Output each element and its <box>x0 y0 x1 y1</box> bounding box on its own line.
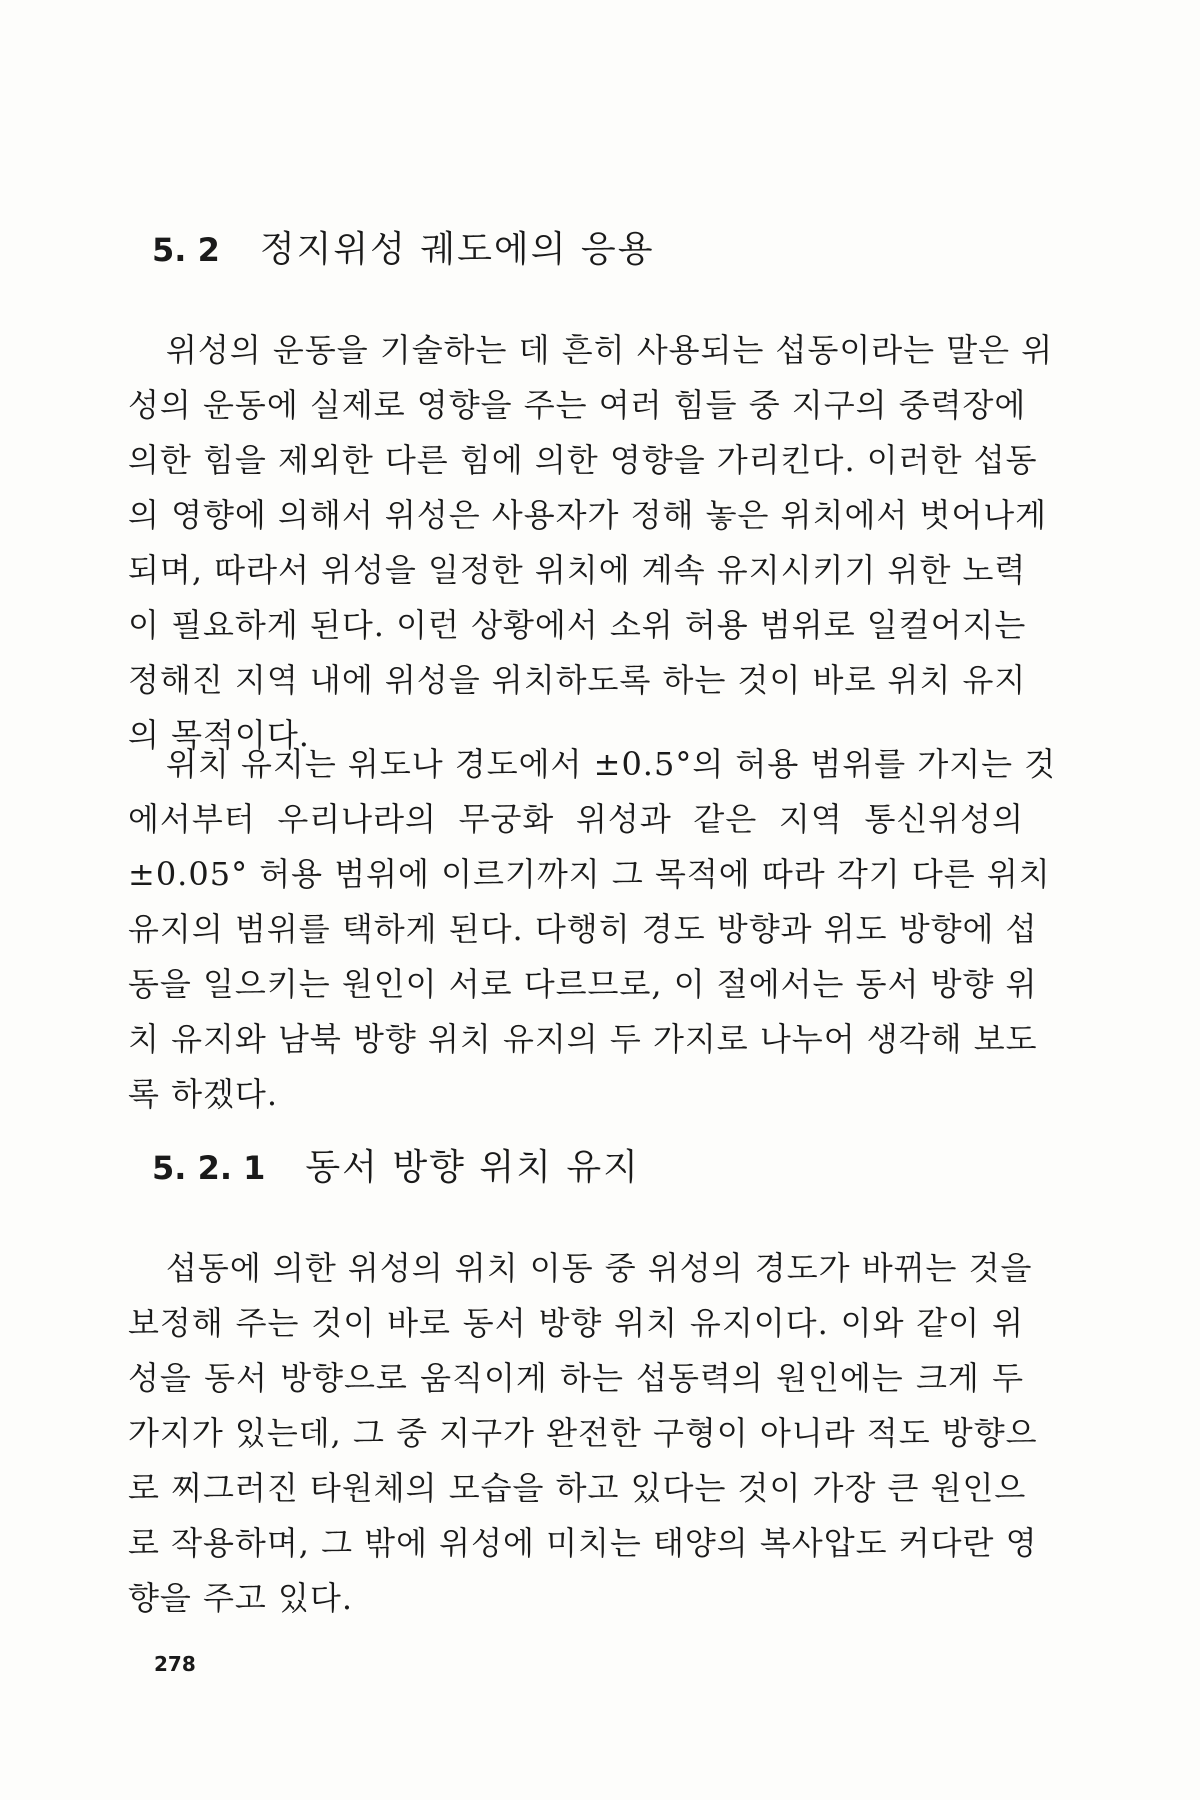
text-line: 가지가 있는데, 그 중 지구가 완전한 구형이 아니라 적도 방향으 <box>128 1414 1038 1452</box>
section-number: 5. 2. 1 <box>152 1149 266 1187</box>
text-line: 향을 주고 있다. <box>128 1579 353 1617</box>
text-line: 성을 동서 방향으로 움직이게 하는 섭동력의 원인에는 크게 두 <box>128 1359 1024 1397</box>
section-title: 정지위성 궤도에의 응용 <box>259 229 655 270</box>
text-line: 섭동에 의한 위성의 위치 이동 중 위성의 경도가 바뀌는 것을 <box>166 1249 1033 1287</box>
paragraph-perturbation-definition <box>128 323 1054 763</box>
text-line: 에서부터 우리나라의 무궁화 위성과 같은 지역 통신위성의 <box>128 800 1024 838</box>
text-line: 정해진 지역 내에 위성을 위치하도록 하는 것이 바로 위치 유지 <box>128 661 1027 699</box>
text-line: 동을 일으키는 원인이 서로 다르므로, 이 절에서는 동서 방향 위 <box>128 965 1038 1003</box>
text-line: 위치 유지는 위도나 경도에서 ±0.5°의 허용 범위를 가지는 것 <box>166 745 1057 783</box>
section-number: 5. 2 <box>152 231 220 269</box>
text-line: 유지의 범위를 택하게 된다. 다행히 경도 방향과 위도 방향에 섭 <box>128 910 1038 948</box>
text-line: 치 유지와 남북 방향 위치 유지의 두 가지로 나누어 생각해 보도 <box>128 1020 1038 1058</box>
text-line: 성의 운동에 실제로 영향을 주는 여러 힘들 중 지구의 중력장에 <box>128 386 1027 424</box>
section-title: 동서 방향 위치 유지 <box>305 1147 640 1188</box>
text-line: 의 목적이다. <box>128 716 310 754</box>
text-line: 로 찌그러진 타원체의 모습을 하고 있다는 것이 가장 큰 원인으 <box>128 1469 1027 1507</box>
page-number: 278 <box>154 1652 196 1676</box>
section-heading-5-2-1 <box>152 1146 640 1190</box>
text-line: 로 작용하며, 그 밖에 위성에 미치는 태양의 복사압도 커다란 영 <box>128 1524 1038 1562</box>
text-line: 의한 힘을 제외한 다른 힘에 의한 영향을 가리킨다. 이러한 섭동 <box>128 441 1038 479</box>
text-line: 록 하겠다. <box>128 1075 278 1113</box>
text-line: ±0.05° 허용 범위에 이르기까지 그 목적에 따라 각기 다른 위치 <box>128 855 1051 893</box>
text-line: 되며, 따라서 위성을 일정한 위치에 계속 유지시키기 위한 노력 <box>128 551 1027 589</box>
text-line: 위성의 운동을 기술하는 데 흔히 사용되는 섭동이라는 말은 위 <box>166 331 1054 369</box>
paragraph-east-west-keeping <box>128 1241 1038 1626</box>
text-line: 의 영향에 의해서 위성은 사용자가 정해 놓은 위치에서 벗어나게 <box>128 496 1048 534</box>
section-heading-5-2 <box>152 228 654 272</box>
text-line: 보정해 주는 것이 바로 동서 방향 위치 유지이다. 이와 같이 위 <box>128 1304 1024 1342</box>
paragraph-station-keeping-range <box>128 737 1057 1122</box>
text-line: 이 필요하게 된다. 이런 상황에서 소위 허용 범위로 일컬어지는 <box>128 606 1027 644</box>
